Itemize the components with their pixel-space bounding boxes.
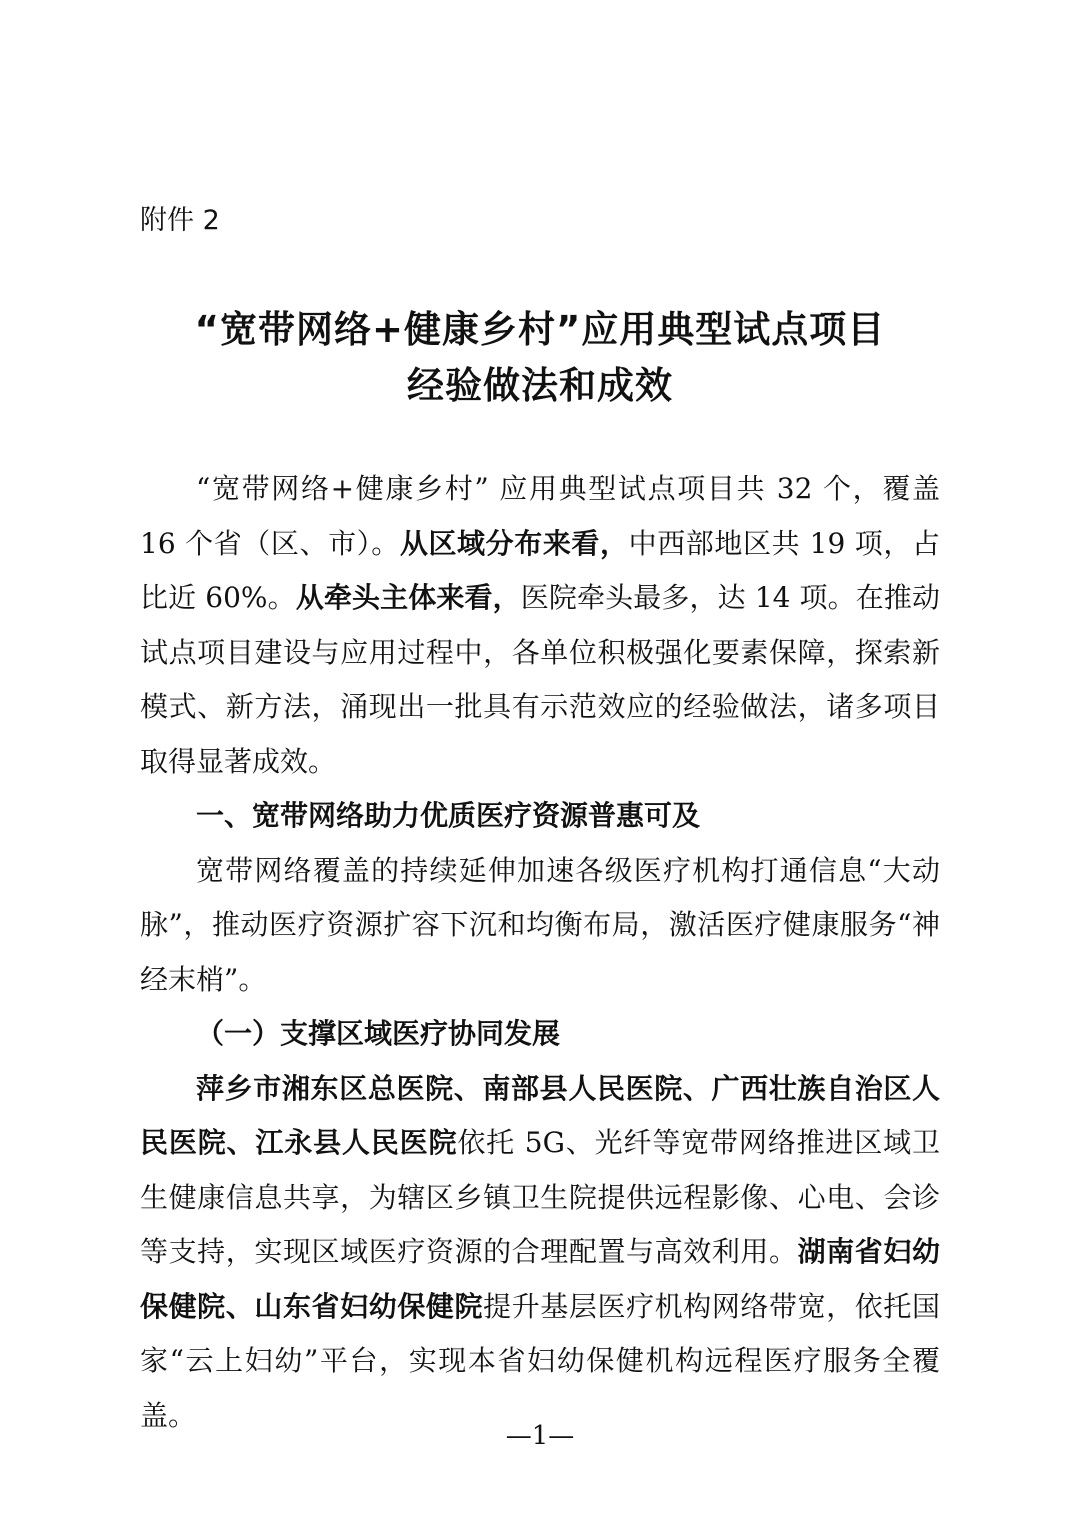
text-line (140, 1225, 940, 1280)
page-number: —1— (505, 1421, 575, 1451)
text-line (140, 1171, 940, 1226)
text-segment: “宽带网络+健康乡村” 应用典型试点项目共 32 个，覆盖 (196, 472, 940, 505)
document-title-line-1: “宽带网络+健康乡村”应用典型试点项目 (194, 308, 886, 351)
text-segment: 生健康信息共享，为辖区乡镇卫生院提供远程影像、心电、会诊 (140, 1180, 940, 1214)
text-segment: 比近 60%。 (140, 581, 296, 614)
text-segment: 经末梢”。 (140, 962, 267, 996)
subsection-1-heading: （一）支撑区域医疗协同发展 (196, 1017, 561, 1050)
attachment-label: 附件 2 (140, 205, 220, 236)
text-line (140, 571, 940, 626)
text-line (140, 1280, 940, 1335)
bold-text-segment: 民医院、江永县人民医院 (140, 1126, 458, 1159)
text-line (140, 462, 940, 517)
section-1-paragraph (140, 844, 940, 1008)
bold-text-segment: 湖南省妇幼 (797, 1235, 940, 1268)
intro-paragraph (140, 462, 940, 789)
text-line (140, 1334, 940, 1389)
subsection-1-paragraph (140, 1062, 940, 1444)
bold-text-segment: 保健院、山东省妇幼保健院 (140, 1289, 484, 1323)
text-segment: 盖。 (140, 1398, 197, 1432)
text-line (140, 1116, 940, 1171)
text-line (140, 735, 940, 790)
text-segment: 模式、新方法，涌现出一批具有示范效应的经验做法，诸多项目 (140, 690, 940, 723)
text-segment: 中西部地区共 19 项，占 (628, 526, 940, 560)
section-1-heading: 一、宽带网络助力优质医疗资源普惠可及 (196, 799, 701, 832)
text-segment: 取得显著成效。 (140, 744, 337, 778)
document-title-line-2: 经验做法和成效 (407, 364, 673, 407)
text-line (140, 626, 940, 681)
bold-text-segment: 萍乡市湘东区总医院、南部县人民医院、广西壮族自治区人 (196, 1071, 940, 1105)
text-segment: 16 个省（区、市）。 (140, 526, 400, 560)
text-segment: 宽带网络覆盖的持续延伸加速各级医疗机构打通信息“大动 (196, 853, 940, 887)
text-line (140, 1062, 940, 1117)
text-line (140, 680, 940, 735)
text-segment: 等支持，实现区域医疗资源的合理配置与高效利用。 (140, 1235, 798, 1268)
text-segment: 试点项目建设与应用过程中，各单位积极强化要素保障，探索新 (140, 635, 940, 669)
bold-text-segment: 从牵头主体来看， (295, 581, 521, 614)
text-segment: 脉”，推动医疗资源扩容下沉和均衡布局，激活医疗健康服务“神 (140, 908, 940, 941)
text-segment: 医院牵头最多，达 14 项。在推动 (520, 581, 940, 614)
text-line (140, 517, 940, 572)
text-line (140, 898, 940, 953)
text-line (140, 953, 940, 1008)
document-body (140, 462, 940, 1443)
text-segment: 依托 5G、光纤等宽带网络推进区域卫 (457, 1126, 940, 1159)
bold-text-segment: 从区域分布来看， (399, 526, 629, 560)
text-line (140, 844, 940, 899)
text-segment: 提升基层医疗机构网络带宽，依托国 (483, 1289, 940, 1323)
text-segment: 家“云上妇幼”平台，实现本省妇幼保健机构远程医疗服务全覆 (140, 1344, 940, 1377)
